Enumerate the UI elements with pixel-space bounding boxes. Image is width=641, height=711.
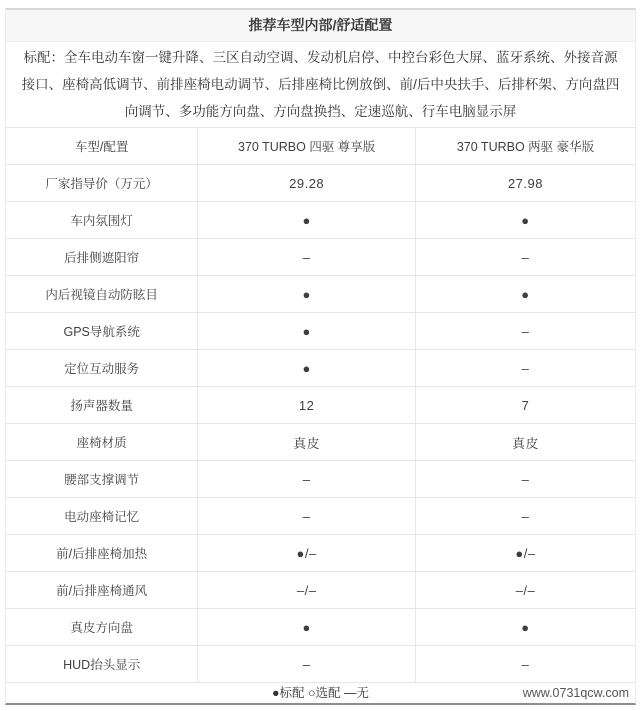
table-row [6,165,635,202]
model-2-value-cell: 真皮 [415,424,635,461]
config-comparison-panel [5,8,636,705]
feature-name-cell: 真皮方向盘 [6,609,198,646]
model-2-value-cell: – [415,646,635,683]
model-1-value-cell: ● [198,313,416,350]
model-1-value-cell: ● [198,609,416,646]
model-2-value-cell: –/– [415,572,635,609]
feature-name-cell: 前/后排座椅通风 [6,572,198,609]
model-1-value-cell: – [198,498,416,535]
table-row [6,498,635,535]
model-1-value-cell: 真皮 [198,424,416,461]
table-row [6,350,635,387]
table-row [6,387,635,424]
spec-comparison-table [6,128,635,683]
feature-name-cell: 定位互动服务 [6,350,198,387]
model-1-value-cell: – [198,239,416,276]
model-2-value-cell: – [415,239,635,276]
feature-name-cell: 后排侧遮阳帘 [6,239,198,276]
table-footer [6,683,635,703]
model-1-value-cell: – [198,646,416,683]
site-watermark: www.0731qcw.com [522,686,629,700]
model-1-value-cell: ● [198,276,416,313]
model-1-value-cell: ● [198,202,416,239]
table-row [6,424,635,461]
column-header-model-2: 370 TURBO 两驱 豪华版 [415,128,635,165]
feature-name-cell: 厂家指导价（万元） [6,165,198,202]
table-row [6,461,635,498]
table-row [6,646,635,683]
table-row [6,276,635,313]
model-1-value-cell: –/– [198,572,416,609]
feature-name-cell: 电动座椅记忆 [6,498,198,535]
model-2-value-cell: 27.98 [415,165,635,202]
feature-name-cell: 腰部支撑调节 [6,461,198,498]
column-header-feature: 车型/配置 [6,128,198,165]
model-2-value-cell: – [415,313,635,350]
table-row [6,239,635,276]
model-1-value-cell: 12 [198,387,416,424]
model-2-value-cell: ● [415,202,635,239]
feature-name-cell: 内后视镜自动防眩目 [6,276,198,313]
feature-name-cell: 前/后排座椅加热 [6,535,198,572]
table-row [6,535,635,572]
feature-name-cell: GPS导航系统 [6,313,198,350]
feature-name-cell: 扬声器数量 [6,387,198,424]
model-2-value-cell: – [415,498,635,535]
column-header-model-1: 370 TURBO 四驱 尊享版 [198,128,416,165]
model-2-value-cell: – [415,350,635,387]
model-1-value-cell: 29.28 [198,165,416,202]
model-2-value-cell: ● [415,276,635,313]
model-1-value-cell: ●/– [198,535,416,572]
model-1-value-cell: – [198,461,416,498]
model-2-value-cell: – [415,461,635,498]
table-row [6,609,635,646]
standard-config-text: 标配：全车电动车窗一键升降、三区自动空调、发动机启停、中控台彩色大屏、蓝牙系统、外接音源接口、座椅高低调节、前排座椅电动调节、后排座椅比例放倒、前/后中央扶手、后排杯架、方向盘四向调节、多功能方向盘、方向盘换挡、定速巡航、行车电脑显示屏 [21,50,620,119]
model-2-value-cell: ●/– [415,535,635,572]
table-row [6,572,635,609]
legend-text: ●标配 ○选配 —无 [271,686,370,700]
table-header-row [6,128,635,165]
table-row [6,202,635,239]
model-2-value-cell: 7 [415,387,635,424]
standard-config-section [6,42,635,128]
feature-name-cell: 车内氛围灯 [6,202,198,239]
feature-name-cell: 座椅材质 [6,424,198,461]
panel-title: 推荐车型内部/舒适配置 [6,10,635,42]
model-2-value-cell: ● [415,609,635,646]
feature-name-cell: HUD抬头显示 [6,646,198,683]
table-row [6,313,635,350]
model-1-value-cell: ● [198,350,416,387]
